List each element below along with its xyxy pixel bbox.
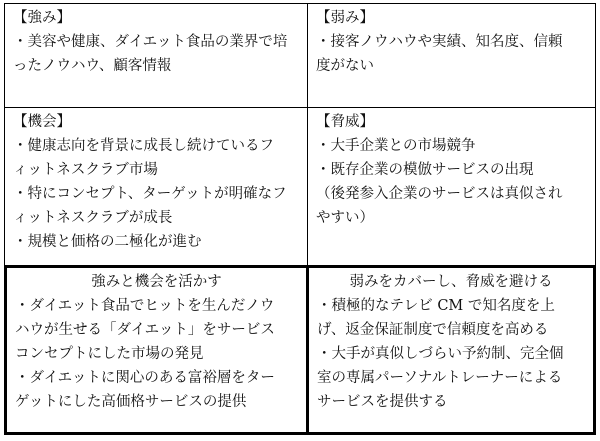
strengths-heading: 【強み】 xyxy=(13,10,71,26)
strategy-wt-line-3: ・大手が真似しづらい予約制、完全個 xyxy=(317,346,564,362)
threats-line-4: やすい） xyxy=(316,210,374,226)
threats-line-3: （後発参入企業のサービスは真似され xyxy=(316,186,563,202)
strategy-wt-line-5: サービスを提供する xyxy=(317,394,448,410)
opportunities-line-3: ・特にコンセプト、ターゲットが明確なフ xyxy=(13,186,287,202)
table-border-bottom-thick xyxy=(4,432,596,435)
cell-strategy-so xyxy=(7,268,306,432)
strategy-so-line-2: ハウが生せる「ダイエット」をサービス xyxy=(15,322,275,338)
weaknesses-line-1: ・接客ノウハウや実績、知名度、信頼 xyxy=(316,34,563,50)
cell-strengths xyxy=(5,4,307,107)
strategy-wt-line-4: 室の専属パーソナルトレーナーによる xyxy=(317,370,563,386)
strategy-wt-heading: 弱みをカバーし、脅威を避ける xyxy=(349,274,553,290)
table-border-right-thick xyxy=(593,265,596,435)
opportunities-line-5: ・規模と価格の二極化が進む xyxy=(13,234,202,250)
strategy-wt-line-2: げ、返金保証制度で信頼度を高める xyxy=(317,322,549,338)
opportunities-line-4: ィットネスクラブが成長 xyxy=(13,210,173,226)
strategy-so-line-1: ・ダイエット食品でヒットを生んだノウ xyxy=(15,298,275,314)
strategy-so-line-3: コンセプトにした市場の発見 xyxy=(15,346,204,362)
strengths-line-2: ったノウハウ、顧客情報 xyxy=(13,58,172,74)
strategy-so-heading: 強みと機会を活かす xyxy=(91,274,222,290)
strategy-so-line-5: ゲットにした高価格サービスの提供 xyxy=(15,394,247,410)
threats-heading: 【脅威】 xyxy=(316,114,374,130)
strategy-wt-line-1: ・積極的なテレビ CM で知名度を上 xyxy=(317,298,555,314)
table-border-right xyxy=(595,3,596,265)
opportunities-line-1: ・健康志向を背景に成長し続けているフ xyxy=(13,138,274,154)
opportunities-heading: 【機会】 xyxy=(13,114,71,130)
cell-weaknesses xyxy=(308,4,595,107)
threats-line-1: ・大手企業との市場競争 xyxy=(316,138,476,154)
opportunities-line-2: ィットネスクラブ市場 xyxy=(13,162,158,178)
cell-threats xyxy=(308,108,595,265)
strategy-so-line-4: ・ダイエットに関心のある富裕層をター xyxy=(15,370,275,386)
strengths-line-1: ・美容や健康、ダイエット食品の業界で培 xyxy=(13,34,288,50)
weaknesses-line-2: 度がない xyxy=(316,58,374,74)
cell-strategy-wt xyxy=(309,268,593,432)
threats-line-2: ・既存企業の模倣サービスの出現 xyxy=(316,162,534,178)
cell-opportunities xyxy=(5,108,307,265)
weaknesses-heading: 【弱み】 xyxy=(316,10,374,26)
